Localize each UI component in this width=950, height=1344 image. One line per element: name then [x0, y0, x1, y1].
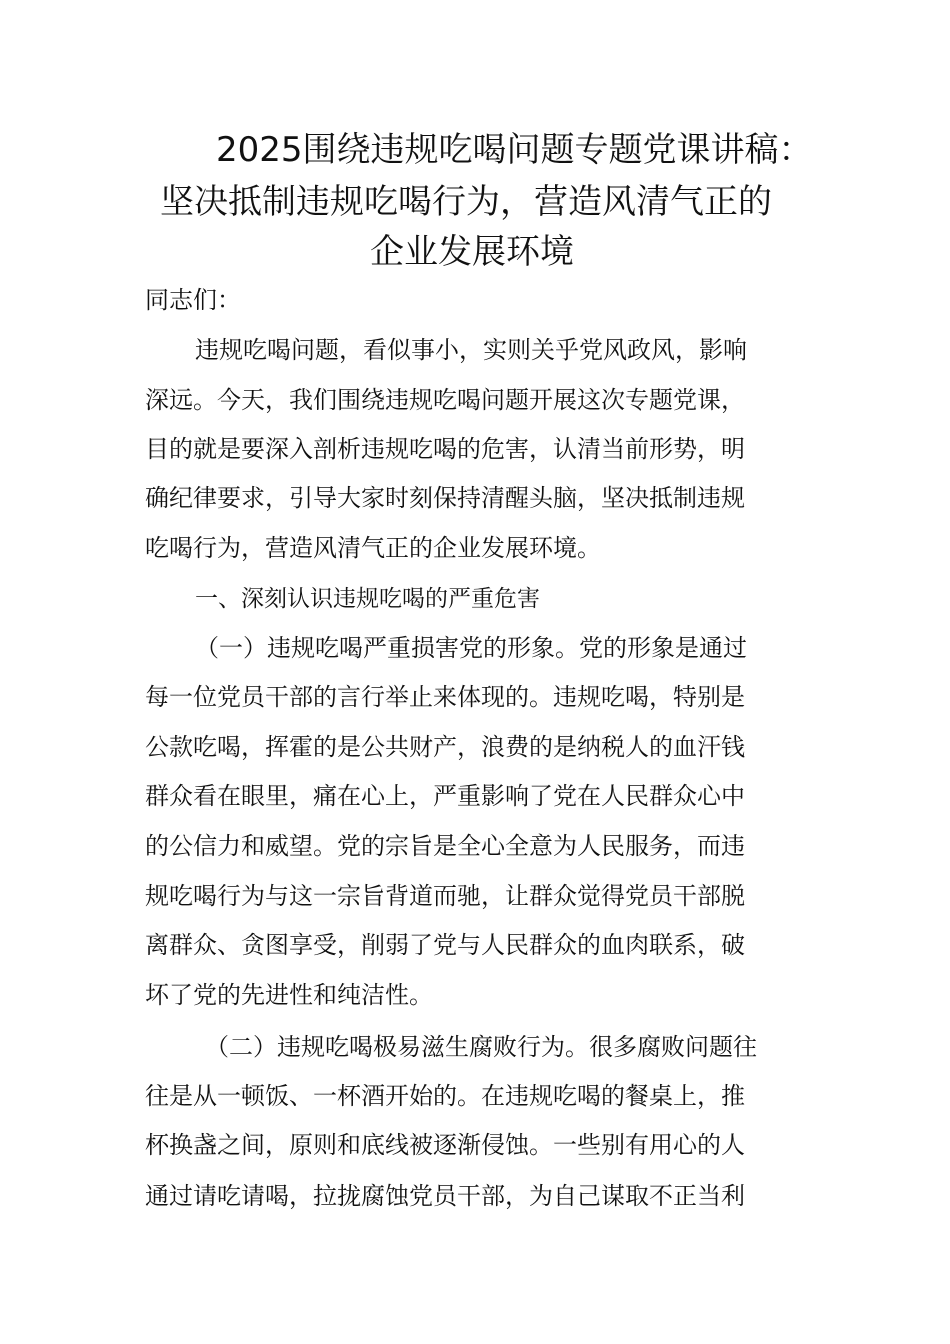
sub1-line-2: 每一位党员干部的言行举止来体现的。违规吃喝，特别是 [145, 683, 745, 711]
sub2-line-1: （二）违规吃喝极易滋生腐败行为。很多腐败问题往 [205, 1033, 757, 1061]
sub2-line-4: 通过请吃请喝，拉拢腐蚀党员干部，为自己谋取不正当利 [145, 1182, 745, 1210]
title-line-2: 坚决抵制违规吃喝行为，营造风清气正的 [160, 182, 772, 222]
title-line-3: 企业发展环境 [370, 232, 574, 272]
sub1-line-7: 离群众、贪图享受，削弱了党与人民群众的血肉联系，破 [145, 931, 745, 959]
sub1-line-1: （一）违规吃喝严重损害党的形象。党的形象是通过 [195, 634, 747, 662]
intro-line-1: 违规吃喝问题，看似事小，实则关乎党风政风，影响 [195, 336, 747, 364]
intro-line-4: 确纪律要求，引导大家时刻保持清醒头脑，坚决抵制违规 [145, 484, 745, 512]
greeting: 同志们： [145, 286, 241, 314]
title-line-1: 2025围绕违规吃喝问题专题党课讲稿： [216, 130, 813, 170]
intro-line-2: 深远。今天，我们围绕违规吃喝问题开展这次专题党课， [145, 386, 745, 414]
sub1-line-4: 群众看在眼里，痛在心上，严重影响了党在人民群众心中 [145, 782, 745, 810]
sub1-line-3: 公款吃喝，挥霍的是公共财产，浪费的是纳税人的血汗钱 [145, 733, 745, 761]
sub2-line-3: 杯换盏之间，原则和底线被逐渐侵蚀。一些别有用心的人 [145, 1131, 745, 1159]
intro-line-5: 吃喝行为，营造风清气正的企业发展环境。 [145, 534, 601, 562]
sub1-line-6: 规吃喝行为与这一宗旨背道而驰，让群众觉得党员干部脱 [145, 882, 745, 910]
sub2-line-2: 往是从一顿饭、一杯酒开始的。在违规吃喝的餐桌上，推 [145, 1082, 745, 1110]
sub1-line-8: 坏了党的先进性和纯洁性。 [145, 981, 433, 1009]
sub1-line-5: 的公信力和威望。党的宗旨是全心全意为人民服务，而违 [145, 832, 745, 860]
section-heading-1: 一、深刻认识违规吃喝的严重危害 [195, 586, 540, 612]
intro-line-3: 目的就是要深入剖析违规吃喝的危害，认清当前形势，明 [145, 435, 745, 463]
